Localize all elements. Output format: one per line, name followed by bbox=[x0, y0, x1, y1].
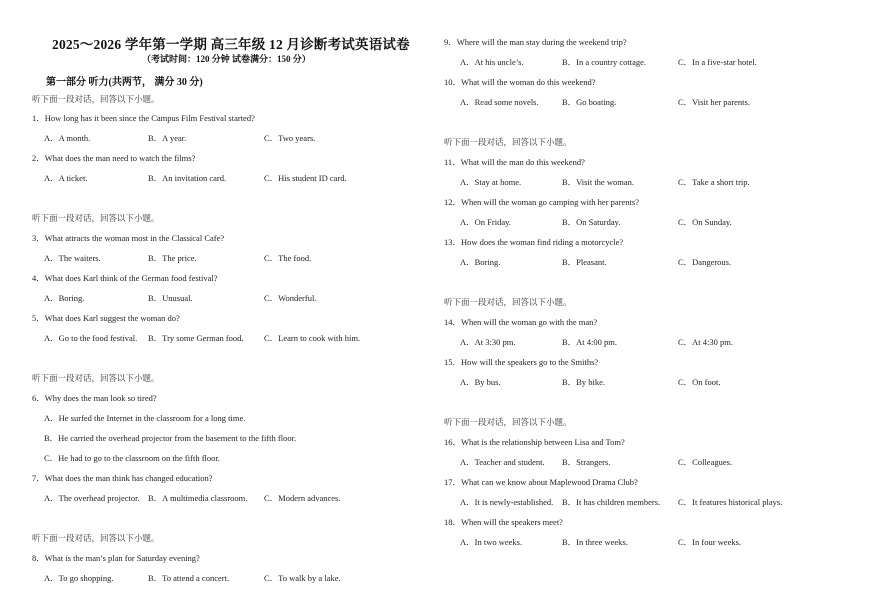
question-13: 13．How does the woman find riding a motorcycle? bbox=[444, 237, 624, 247]
option-c: C．It features historical plays. bbox=[678, 497, 783, 507]
option-a: A．Teacher and student. bbox=[460, 457, 545, 467]
question-6: 6．Why does the man look so tired? bbox=[32, 393, 157, 403]
option-b: B．Pleasant. bbox=[562, 257, 607, 267]
instruction: 听下面一段对话，回答以下小题。 bbox=[444, 417, 572, 427]
option-b: B．Go boating. bbox=[562, 97, 617, 107]
option-a: A．The overhead projector. bbox=[44, 493, 140, 503]
option-b: B．A year. bbox=[148, 133, 187, 143]
option-a: A．Stay at home. bbox=[460, 177, 522, 187]
exam-info: （考试时间：120 分钟 试卷满分：150 分） bbox=[142, 54, 311, 64]
option-a: A．The waiters. bbox=[44, 253, 101, 263]
option-c: C．In four weeks. bbox=[678, 537, 742, 547]
option-c: C．On foot. bbox=[678, 377, 721, 387]
question-11: 11．What will the man do this weekend? bbox=[444, 157, 585, 167]
option-b: B．Unusual. bbox=[148, 293, 193, 303]
option-b: B．Try some German food. bbox=[148, 333, 244, 343]
option-c: C．At 4:30 pm. bbox=[678, 337, 734, 347]
question-10: 10．What will the woman do this weekend? bbox=[444, 77, 596, 87]
option-a: A．To go shopping. bbox=[44, 573, 114, 583]
option-c: C．To walk by a lake. bbox=[264, 573, 341, 583]
option-c: C．Wonderful. bbox=[264, 293, 317, 303]
option-b: B．Visit the woman. bbox=[562, 177, 634, 187]
option-a: A．Boring. bbox=[44, 293, 85, 303]
question-12: 12．When will the woman go camping with her parents? bbox=[444, 197, 639, 207]
option-b: B．The price. bbox=[148, 253, 197, 263]
question-8: 8．What is the man’s plan for Saturday evening? bbox=[32, 553, 200, 563]
question-17: 17．What can we know about Maplewood Drama Club? bbox=[444, 477, 638, 487]
question-14: 14．When will the woman go with the man? bbox=[444, 317, 598, 327]
option-a: A．Read some novels. bbox=[460, 97, 539, 107]
option-a: A．By bus. bbox=[460, 377, 501, 387]
question-16: 16．What is the relationship between Lisa and Tom? bbox=[444, 437, 625, 447]
option-c: C．Modern advances. bbox=[264, 493, 341, 503]
option-c: C．Take a short trip. bbox=[678, 177, 750, 187]
option-a: A．On Friday. bbox=[460, 217, 511, 227]
question-15: 15．How will the speakers go to the Smiths? bbox=[444, 357, 599, 367]
option-a: A．In two weeks. bbox=[460, 537, 523, 547]
option-b: B．In a country cottage. bbox=[562, 57, 647, 67]
option-b: B．At 4:00 pm. bbox=[562, 337, 618, 347]
option-c: C．In a five-star hotel. bbox=[678, 57, 757, 67]
option-a: A．At his uncle’s. bbox=[460, 57, 524, 67]
option-c: C．The food. bbox=[264, 253, 312, 263]
option-c: C．Visit her parents. bbox=[678, 97, 750, 107]
option-b: B．A multimedia classroom. bbox=[148, 493, 248, 503]
instruction: 听下面一段对话，回答以下小题。 bbox=[32, 373, 160, 383]
option-c: C．On Sunday. bbox=[678, 217, 732, 227]
option-b: B．An invitation card. bbox=[148, 173, 227, 183]
option-a: A．Go to the food festival. bbox=[44, 333, 138, 343]
question-1: 1．How long has it been since the Campus Film Festival started? bbox=[32, 113, 255, 123]
question-18: 18．When will the speakers meet? bbox=[444, 517, 563, 527]
option-c: C．Two years. bbox=[264, 133, 316, 143]
section-title: 第一部分 听力(共两节， 满分 30 分) bbox=[46, 77, 203, 88]
instruction: 听下面一段对话，回答以下小题。 bbox=[32, 213, 160, 223]
instruction: 听下面一段对话，回答以下小题。 bbox=[444, 137, 572, 147]
question-4: 4．What does Karl think of the German food festival? bbox=[32, 273, 218, 283]
instruction: 听下面一段对话，回答以下小题。 bbox=[444, 297, 572, 307]
question-9: 9．Where will the man stay during the weekend trip? bbox=[444, 37, 627, 47]
option-b: B．On Saturday. bbox=[562, 217, 621, 227]
option-a: A．It is newly-established. bbox=[460, 497, 554, 507]
option-b: B．It has children members. bbox=[562, 497, 661, 507]
option-b: B．Strangers. bbox=[562, 457, 611, 467]
option-c: C．He had to go to the classroom on the fifth floor. bbox=[44, 453, 220, 463]
question-5: 5．What does Karl suggest the woman do? bbox=[32, 313, 180, 323]
option-c: C．Dangerous. bbox=[678, 257, 732, 267]
option-a: A．At 3:30 pm. bbox=[460, 337, 516, 347]
option-b: B．He carried the overhead projector from the basement to the fifth floor. bbox=[44, 433, 297, 443]
option-a: A．A month. bbox=[44, 133, 91, 143]
instruction: 听下面一段对话，回答以下小题。 bbox=[32, 94, 160, 104]
instruction: 听下面一段对话，回答以下小题。 bbox=[32, 533, 160, 543]
option-a: A．Boring. bbox=[460, 257, 501, 267]
option-b: B．By bike. bbox=[562, 377, 605, 387]
page-title: 2025～2026 学年第一学期 高三年级 12 月诊断考试英语试卷 bbox=[52, 37, 410, 52]
option-a: A．A ticket. bbox=[44, 173, 88, 183]
option-b: B．To attend a concert. bbox=[148, 573, 230, 583]
question-7: 7．What does the man think has changed education? bbox=[32, 473, 213, 483]
question-3: 3．What attracts the woman most in the Classical Cafe? bbox=[32, 233, 225, 243]
option-c: C．Colleagues. bbox=[678, 457, 733, 467]
option-c: C．His student ID card. bbox=[264, 173, 347, 183]
option-b: B．In three weeks. bbox=[562, 537, 628, 547]
option-a: A．He surfed the Internet in the classroom for a long time. bbox=[44, 413, 246, 423]
question-2: 2．What does the man need to watch the films? bbox=[32, 153, 196, 163]
option-c: C．Learn to cook with him. bbox=[264, 333, 361, 343]
